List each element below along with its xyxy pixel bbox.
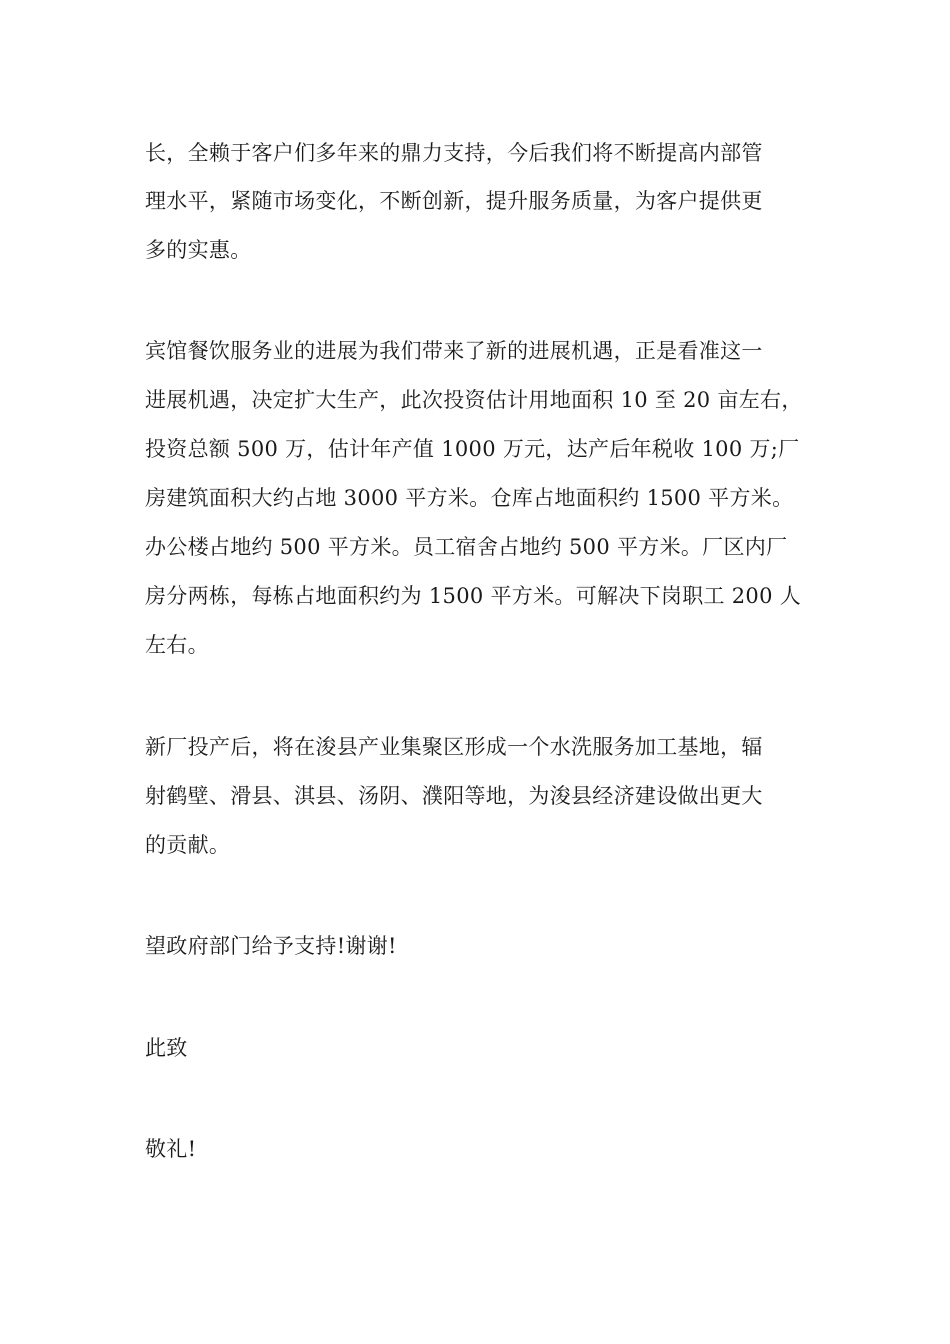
text-line: 宾馆餐饮服务业的进展为我们带来了新的进展机遇，正是看准这一 (145, 339, 763, 363)
text-line: 的贡献。 (145, 833, 231, 857)
text-line: 房分两栋，每栋占地面积约为 1500 平方米。可解决下岗职工 200 人 (145, 584, 802, 608)
text-line: 多的实惠。 (145, 238, 252, 262)
closing-regards: 敬礼! (145, 1137, 197, 1161)
text-line: 投资总额 500 万，估计年产值 1000 万元，达产后年税收 100 万;厂 (145, 437, 800, 461)
text-line: 射鹤壁、滑县、淇县、汤阴、濮阳等地，为浚县经济建设做出更大 (145, 784, 763, 808)
text-line: 进展机遇，决定扩大生产，此次投资估计用地面积 10 至 20 亩左右， (145, 388, 803, 412)
text-line: 办公楼占地约 500 平方米。员工宿舍占地约 500 平方米。厂区内厂 (145, 535, 788, 559)
text-line: 长，全赖于客户们多年来的鼎力支持，今后我们将不断提高内部管 (145, 141, 763, 165)
closing-salutation: 此致 (145, 1036, 188, 1060)
request-line: 望政府部门给予支持!谢谢! (145, 934, 397, 958)
text-line: 理水平，紧随市场变化，不断创新，提升服务质量，为客户提供更 (145, 189, 763, 213)
text-line: 左右。 (145, 633, 209, 657)
text-line: 房建筑面积大约占地 3000 平方米。仓库占地面积约 1500 平方米。 (145, 486, 794, 510)
text-line: 新厂投产后，将在浚县产业集聚区形成一个水洗服务加工基地，辐 (145, 735, 763, 759)
